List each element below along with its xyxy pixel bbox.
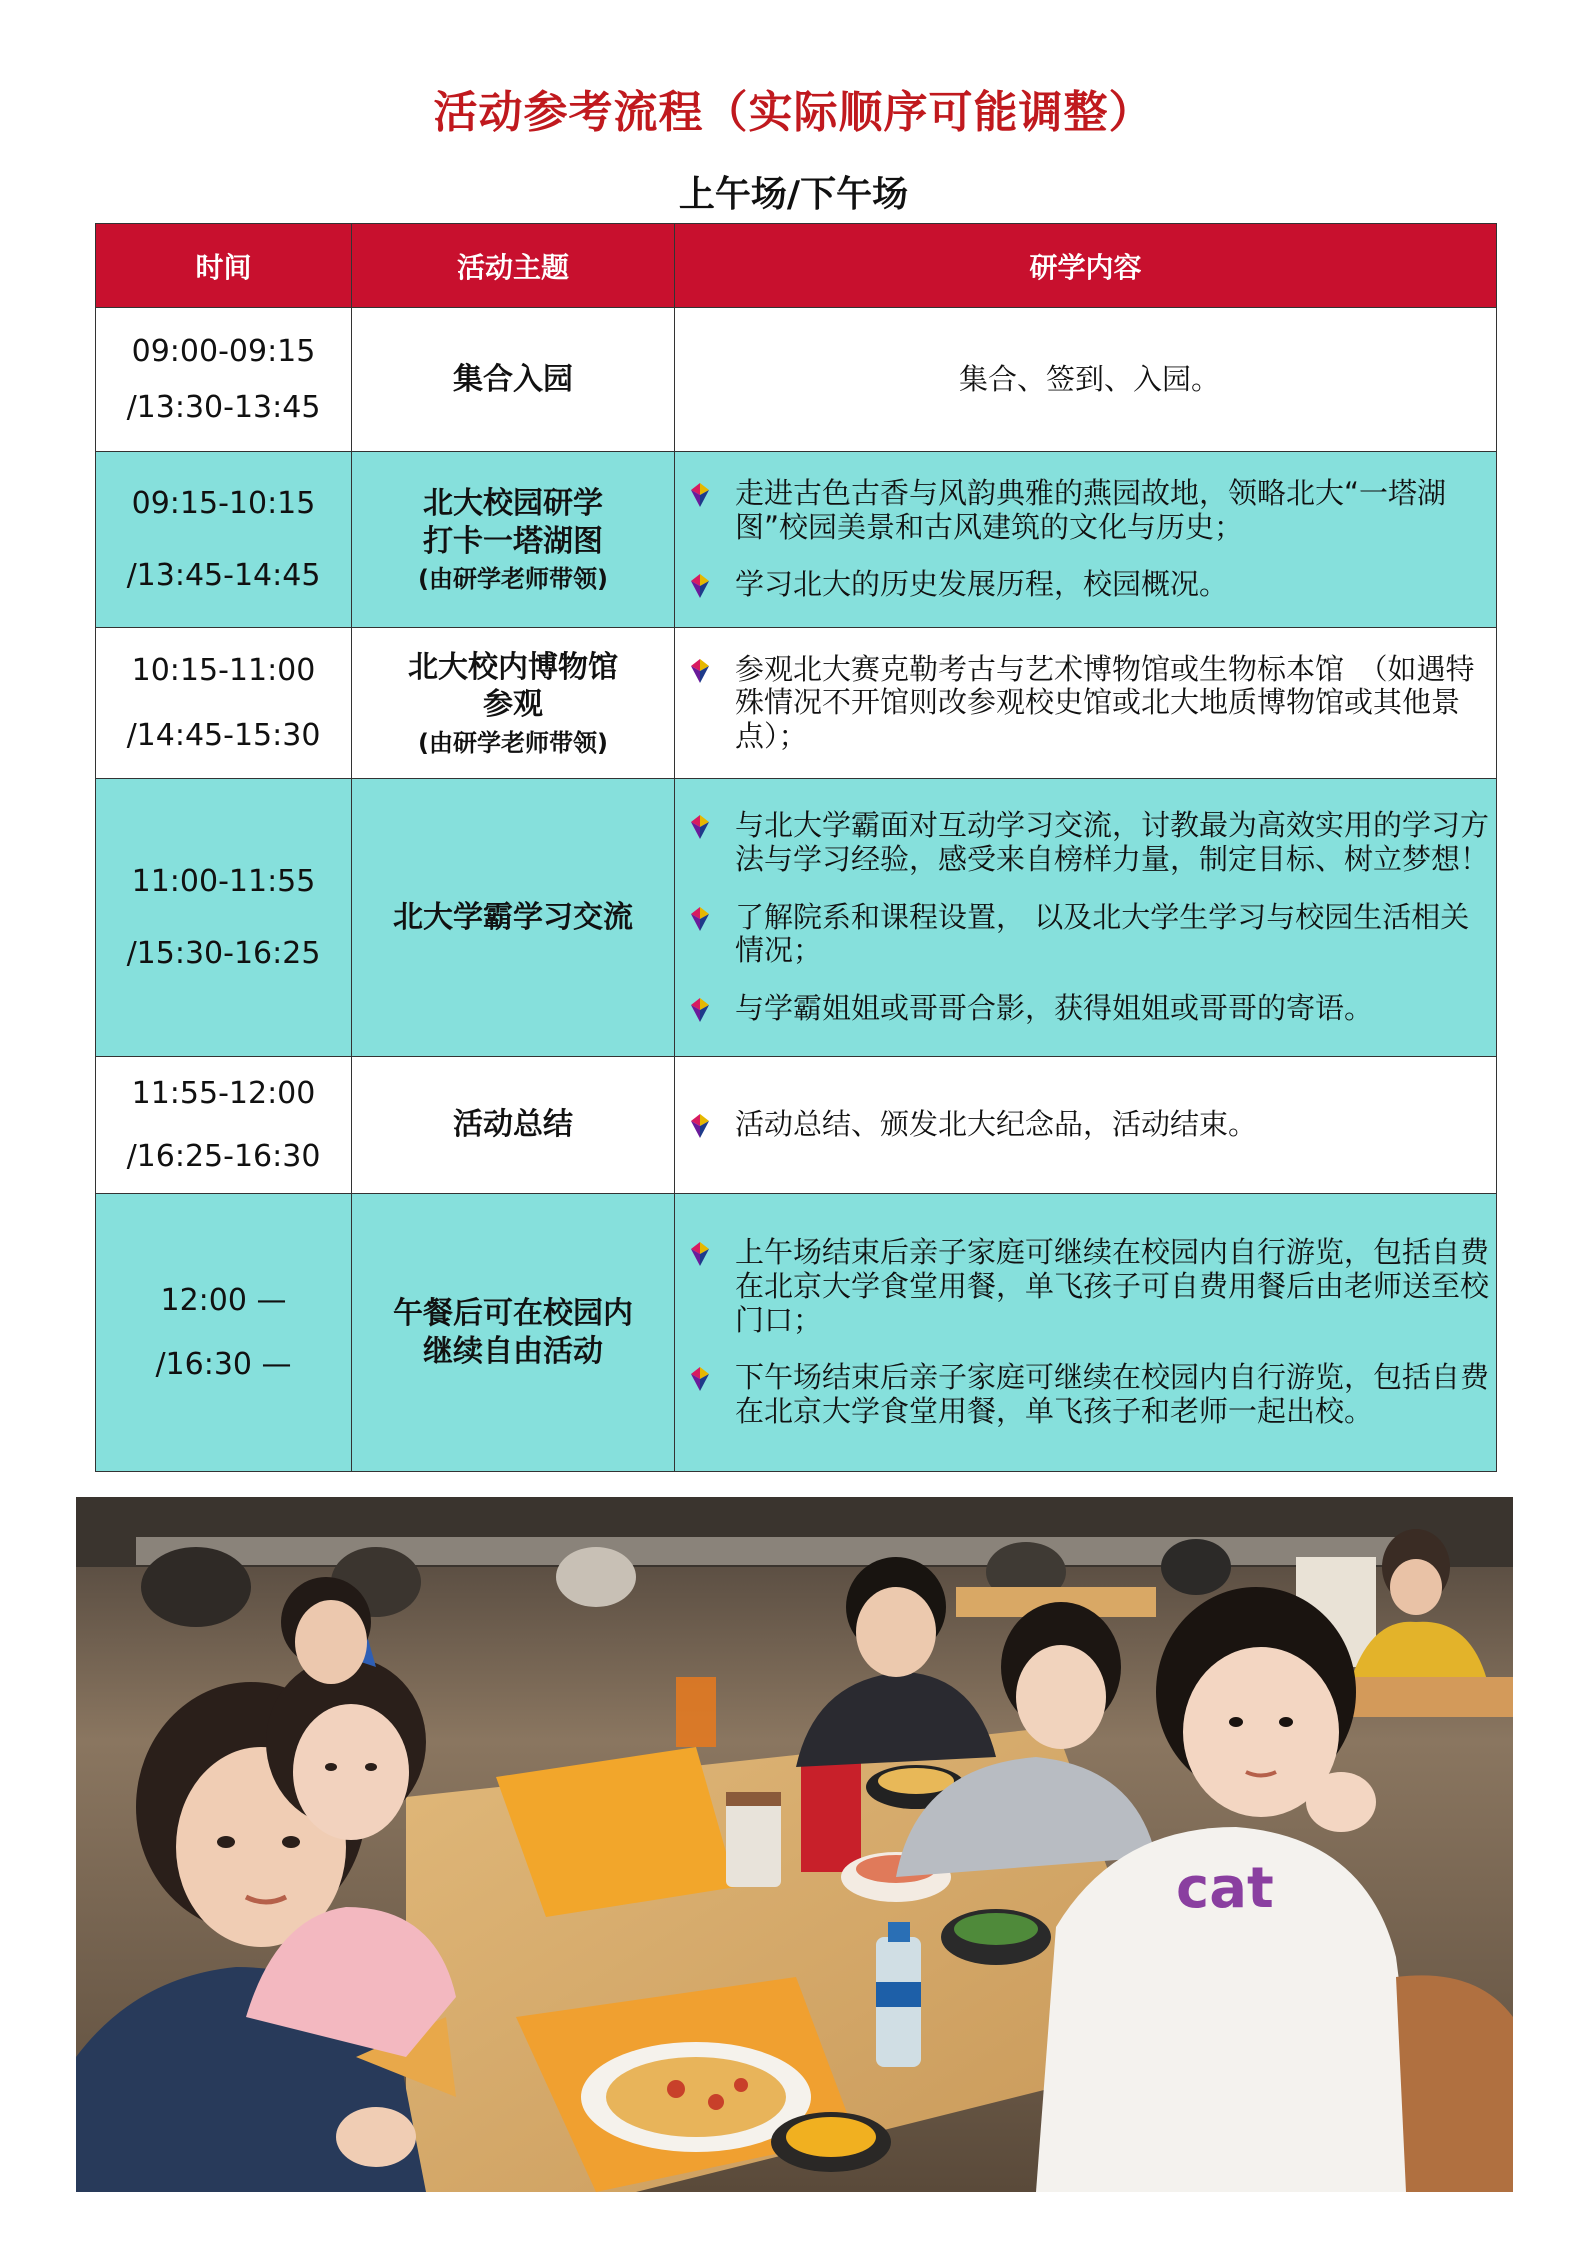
table-row xyxy=(96,452,1497,628)
bullet-text: 与学霸姐姐或哥哥合影，获得姐姐或哥哥的寄语。 xyxy=(735,990,1374,1025)
topic-text: 活动总结 xyxy=(453,1107,573,1143)
time-afternoon: /15:30-16:25 xyxy=(126,935,321,971)
time-morning: 10:15-11:00 xyxy=(131,652,316,688)
topic-line: 参观 xyxy=(483,687,543,722)
table-row xyxy=(96,1057,1497,1194)
bullet-text: 参观北大赛克勒考古与艺术博物馆或生物标本馆 （如遇特殊情况不开馆则改参观校史馆或北大地质博物馆或其他景点）； xyxy=(735,651,1475,753)
time-morning: 09:15-10:15 xyxy=(131,486,316,521)
bullet-diamond-icon xyxy=(689,815,711,839)
topic-text: 集合入园 xyxy=(453,361,573,397)
list-item xyxy=(689,809,1490,876)
topic-line: 北大校内博物馆 xyxy=(408,649,618,685)
bullet-diamond-icon xyxy=(689,1114,711,1138)
time-afternoon: /14:45-15:30 xyxy=(126,718,321,753)
cafeteria-photo xyxy=(76,1497,1513,2192)
topic-cell xyxy=(352,779,675,1057)
bullet-text: 学习北大的历史发展历程，校园概况。 xyxy=(735,567,1229,602)
bullet-diamond-icon xyxy=(689,483,711,507)
bullet-text: 与北大学霸面对互动学习交流，讨教最为高效实用的学习方法与学习经验，感受来自榜样力量，制定目标、树立梦想！ xyxy=(735,808,1490,877)
content-cell xyxy=(675,452,1497,628)
header-time: 时间 xyxy=(96,224,352,308)
page-title: 活动参考流程（实际顺序可能调整） xyxy=(433,87,1154,138)
topic-line: 打卡一塔湖图 xyxy=(423,523,603,559)
time-morning: 09:00-09:15 xyxy=(131,334,316,369)
time-afternoon: /16:30 — xyxy=(155,1346,292,1382)
list-item xyxy=(689,1361,1490,1428)
page-subtitle: 上午场/下午场 xyxy=(678,174,909,215)
bullet-diamond-icon xyxy=(689,1242,711,1266)
topic-note: (由研学老师带领) xyxy=(418,565,608,593)
topic-line: 继续自由活动 xyxy=(423,1333,603,1369)
topic-cell xyxy=(352,452,675,628)
shirt-print: cat xyxy=(1176,1856,1274,1921)
bullet-diamond-icon xyxy=(689,907,711,931)
bullet-diamond-icon xyxy=(689,1367,711,1391)
topic-cell xyxy=(352,628,675,779)
time-morning: 11:00-11:55 xyxy=(131,864,316,899)
table-row xyxy=(96,628,1497,779)
bullet-text: 活动总结、颁发北大纪念品，活动结束。 xyxy=(735,1107,1258,1142)
content-cell xyxy=(675,308,1497,452)
time-cell xyxy=(96,779,352,1057)
list-item xyxy=(689,992,1490,1026)
topic-note: (由研学老师带领) xyxy=(418,728,608,757)
time-morning: 12:00 — xyxy=(160,1283,287,1318)
table-row xyxy=(96,1194,1497,1472)
time-afternoon: /13:45-14:45 xyxy=(126,557,321,593)
topic-cell xyxy=(352,308,675,452)
time-cell xyxy=(96,452,352,628)
topic-cell xyxy=(352,1194,675,1472)
topic-line: 北大校园研学 xyxy=(423,486,603,521)
time-cell xyxy=(96,308,352,452)
list-item xyxy=(689,568,1490,602)
header-topic: 活动主题 xyxy=(352,224,675,308)
bullet-diamond-icon xyxy=(689,659,711,683)
bullet-text: 了解院系和课程设置， 以及北大学生学习与校园生活相关情况； xyxy=(735,899,1470,968)
content-cell xyxy=(675,628,1497,779)
list-item xyxy=(689,1108,1490,1142)
content-text: 集合、签到、入园。 xyxy=(958,361,1220,396)
table-header-row xyxy=(96,224,1497,308)
bullet-text: 上午场结束后亲子家庭可继续在校园内自行游览，包括自费在北京大学食堂用餐，单飞孩子可自费用餐后由老师送至校门口； xyxy=(735,1235,1490,1337)
table-row xyxy=(96,308,1497,452)
list-item xyxy=(689,653,1490,754)
content-cell xyxy=(675,1057,1497,1194)
content-cell xyxy=(675,779,1497,1057)
time-cell xyxy=(96,628,352,779)
bullet-text: 走进古色古香与风韵典雅的燕园故地，领略北大“一塔湖图”校园美景和古风建筑的文化与历史； xyxy=(735,476,1447,544)
header-content: 研学内容 xyxy=(675,224,1497,308)
table-row xyxy=(96,779,1497,1057)
bullet-text: 下午场结束后亲子家庭可继续在校园内自行游览，包括自费在北京大学食堂用餐，单飞孩子和老师一起出校。 xyxy=(735,1360,1490,1428)
schedule-table xyxy=(95,223,1497,1472)
time-cell xyxy=(96,1194,352,1472)
list-item xyxy=(689,1236,1490,1337)
list-item xyxy=(689,477,1490,544)
time-morning: 11:55-12:00 xyxy=(131,1075,316,1111)
bullet-diamond-icon xyxy=(689,574,711,598)
time-cell xyxy=(96,1057,352,1194)
cafeteria-photo-illustration xyxy=(76,1497,1513,2192)
content-cell xyxy=(675,1194,1497,1472)
time-afternoon: /13:30-13:45 xyxy=(126,389,321,425)
topic-line: 午餐后可在校园内 xyxy=(393,1296,633,1331)
bullet-diamond-icon xyxy=(689,998,711,1022)
topic-text: 北大学霸学习交流 xyxy=(393,899,633,935)
topic-cell xyxy=(352,1057,675,1194)
time-afternoon: /16:25-16:30 xyxy=(126,1139,321,1174)
list-item xyxy=(689,901,1490,968)
